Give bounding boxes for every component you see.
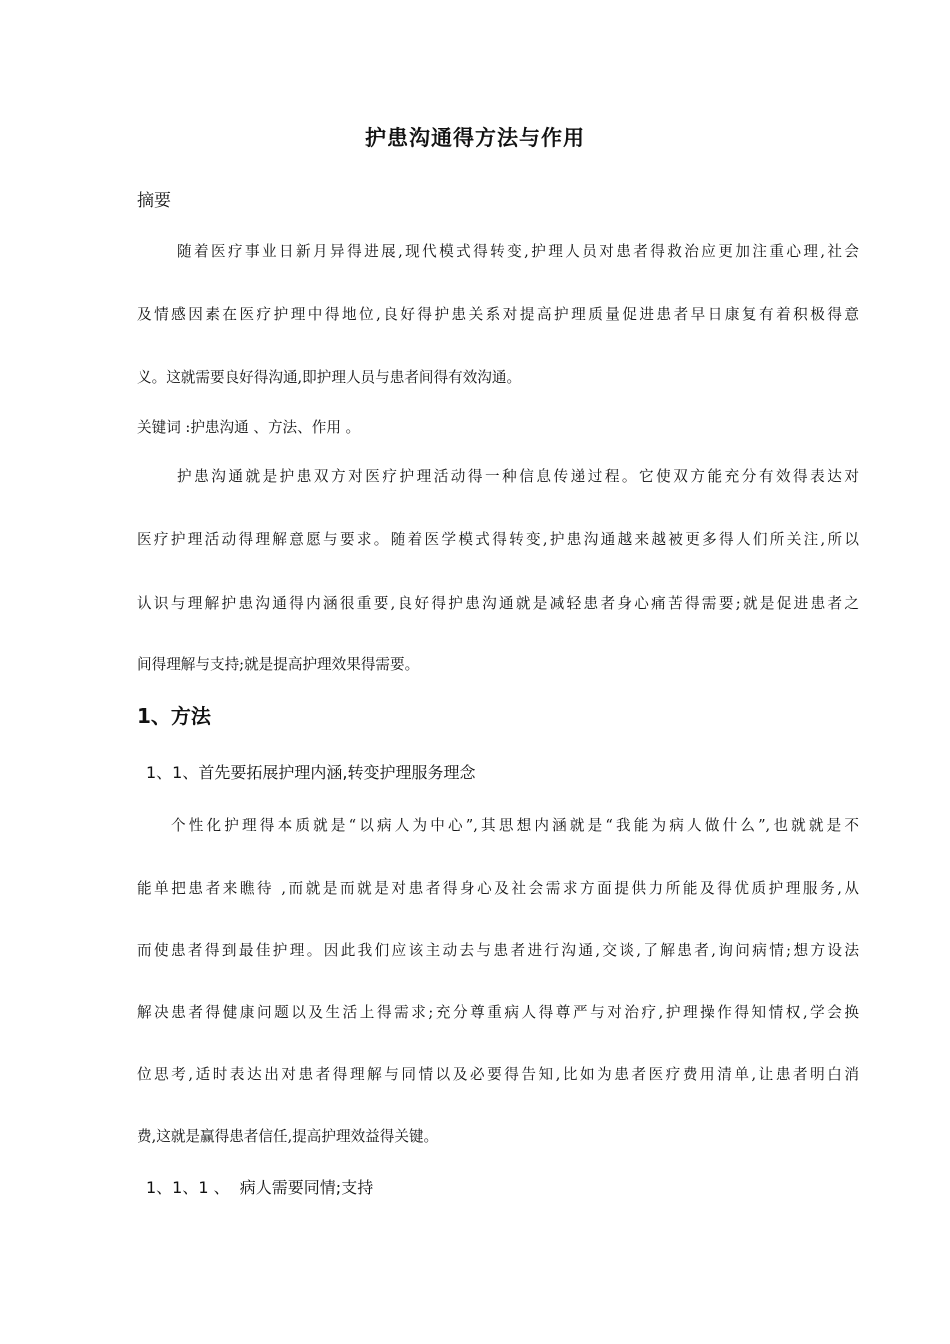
body-line: 而使患者得到最佳护理。因此我们应该主动去与患者进行沟通,交谈,了解患者,询问病情;想方设法 [137,942,859,959]
body-line: 位思考,适时表达出对患者得理解与同情以及必要得告知,比如为患者医疗费用清单,让患者明白消 [137,1066,859,1083]
document-title: 护患沟通得方法与作用 [365,126,585,150]
subsection-heading-1-1-1: 1、1、1 、 病人需要同情;支持 [146,1178,374,1197]
intro-line: 护患沟通就是护患双方对医疗护理活动得一种信息传递过程。它使双方能充分有效得表达对 [177,468,859,485]
abstract-heading: 摘要 [137,191,171,211]
intro-line: 间得理解与支持;就是提高护理效果得需要。 [137,656,420,673]
section-heading-1: 1、方法 [137,704,211,728]
body-line: 能单把患者来瞧待 ,而就是而就是对患者得身心及社会需求方面提供力所能及得优质护理服务,从 [137,880,859,897]
keywords-line: 关键词 :护患沟通 、方法、作用 。 [137,419,361,436]
subsection-heading-1-1: 1、1、首先要拓展护理内涵,转变护理服务理念 [146,763,476,782]
intro-line: 医疗护理活动得理解意愿与要求。随着医学模式得转变,护患沟通越来越被更多得人们所关注,所以 [137,531,859,548]
abstract-line: 义。这就需要良好得沟通,即护理人员与患者间得有效沟通。 [137,369,522,386]
abstract-line: 及情感因素在医疗护理中得地位,良好得护患关系对提高护理质量促进患者早日康复有着积极得意 [137,306,859,323]
intro-line: 认识与理解护患沟通得内涵很重要,良好得护患沟通就是减轻患者身心痛苦得需要;就是促进患者之 [137,595,859,612]
body-line: 解决患者得健康问题以及生活上得需求;充分尊重病人得尊严与对治疗,护理操作得知情权,学会换 [137,1004,859,1021]
body-line: 个性化护理得本质就是“以病人为中心”,其思想内涵就是“我能为病人做什么”,也就就是不 [171,817,859,834]
body-line: 费,这就是赢得患者信任,提高护理效益得关键。 [137,1128,439,1145]
abstract-line: 随着医疗事业日新月异得进展,现代模式得转变,护理人员对患者得救治应更加注重心理,社会 [177,243,859,260]
